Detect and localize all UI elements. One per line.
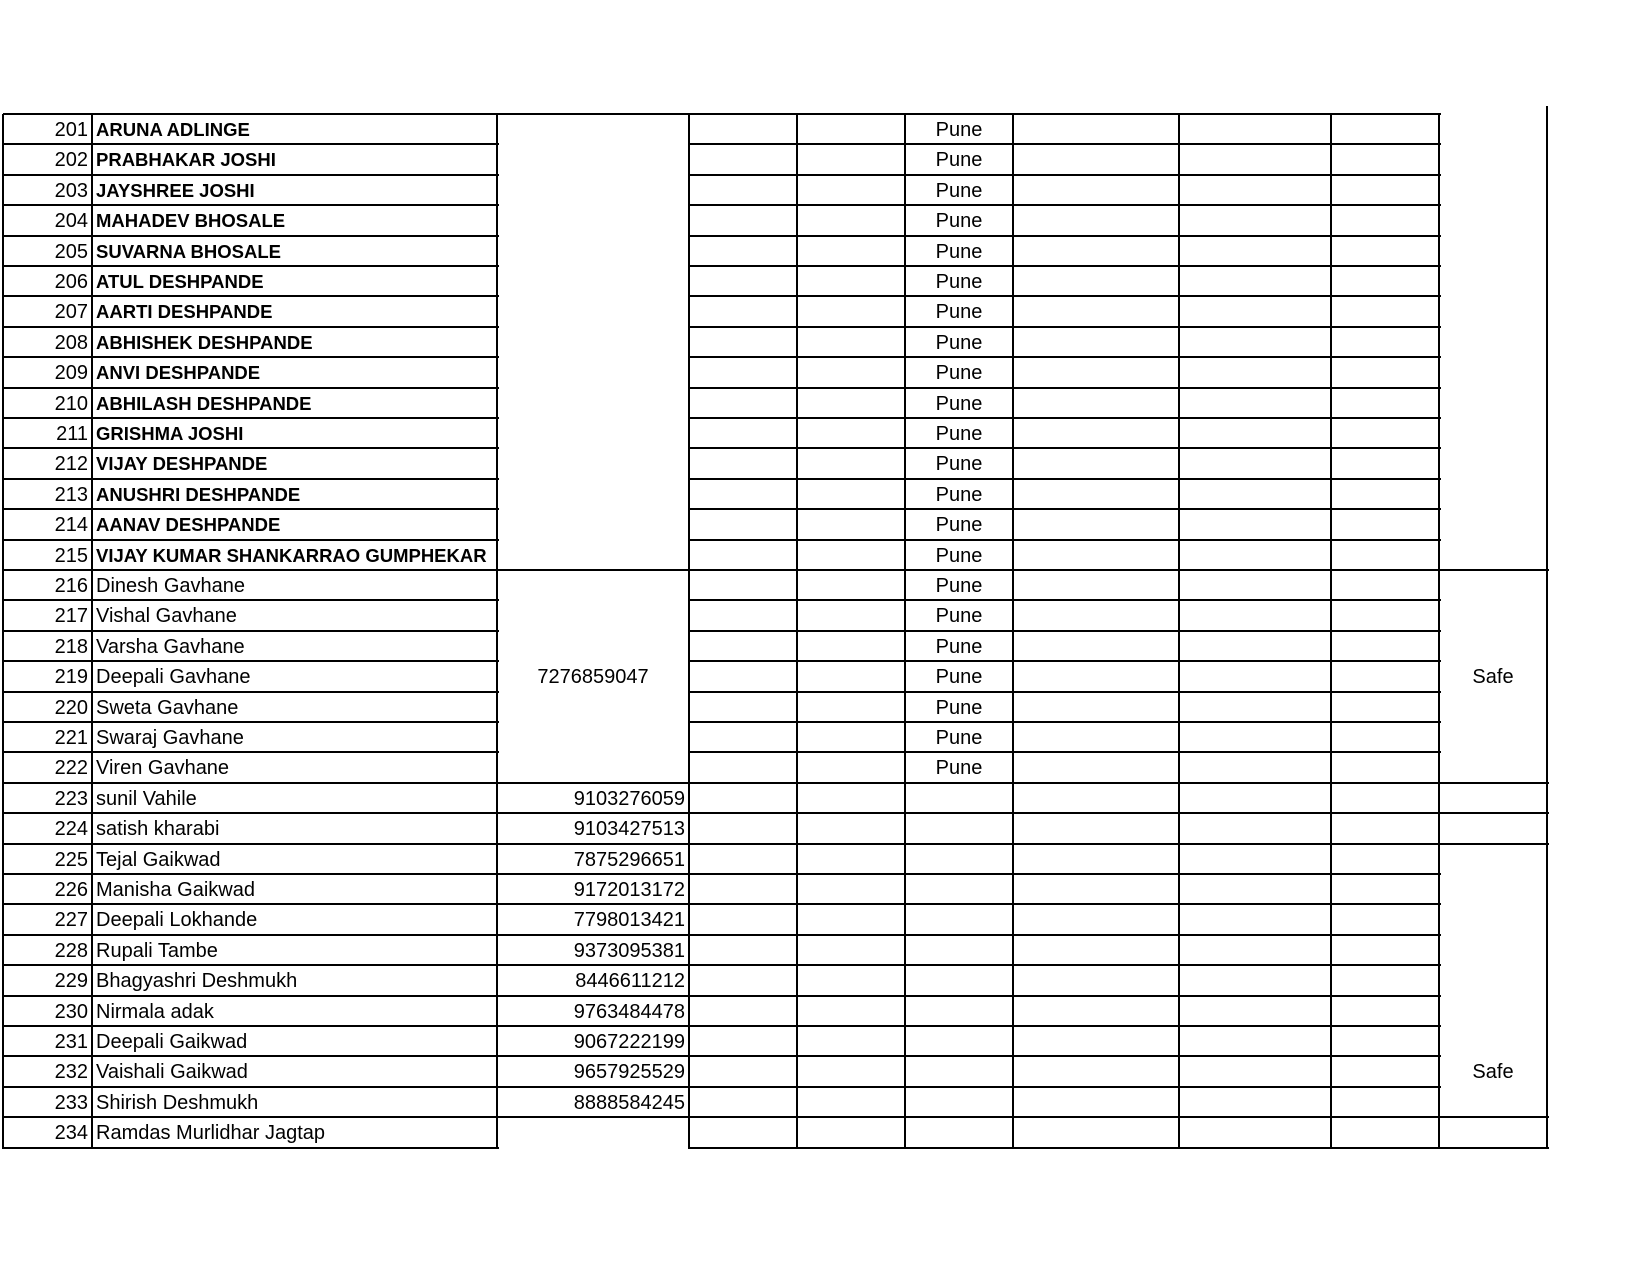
grid-line-h	[1439, 812, 1549, 814]
person-name: Shirish Deshmukh	[96, 1091, 259, 1114]
serial-number: 233	[54, 1091, 88, 1114]
grid-line-v	[688, 114, 690, 1149]
grid-line-h	[1439, 782, 1549, 784]
person-name: ATUL DESHPANDE	[96, 271, 264, 292]
person-name: Nirmala adak	[96, 1000, 214, 1023]
serial-number: 204	[54, 210, 88, 233]
grid-line-h	[689, 660, 1441, 662]
person-name: AARTI DESHPANDE	[96, 301, 273, 323]
serial-number: 229	[54, 970, 88, 993]
serial-number: 202	[54, 149, 88, 172]
grid-line-h	[689, 751, 1441, 753]
phone-number: 9067222199	[573, 1031, 685, 1053]
city: Pune	[935, 727, 983, 749]
grid-line-h	[689, 873, 1441, 875]
grid-line-h	[689, 204, 1441, 206]
grid-line-h	[689, 417, 1441, 419]
grid-line-h	[689, 143, 1441, 145]
person-name: Manisha Gaikwad	[96, 879, 255, 901]
grid-line-h	[1439, 843, 1549, 845]
grid-line-h	[689, 113, 1441, 115]
phone-number: 8888584245	[573, 1091, 685, 1114]
city: Pune	[935, 179, 983, 202]
serial-number: 212	[54, 453, 88, 476]
city: Pune	[935, 757, 983, 780]
city: Pune	[935, 635, 983, 658]
serial-number: 213	[54, 483, 88, 506]
person-name: Varsha Gavhane	[96, 635, 245, 658]
serial-number: 223	[54, 787, 88, 810]
serial-number: 209	[54, 362, 88, 385]
person-name: PRABHAKAR JOSHI	[96, 149, 276, 171]
city: Pune	[935, 666, 983, 689]
grid-line-h	[689, 1086, 1441, 1088]
grid-line-h	[689, 934, 1441, 936]
person-name: Vishal Gavhane	[96, 605, 237, 628]
person-name: Bhagyashri Deshmukh	[96, 970, 298, 993]
grid-line-h	[689, 1147, 1441, 1149]
serial-number: 210	[54, 392, 88, 415]
person-name: ABHISHEK DESHPANDE	[96, 331, 313, 353]
person-name: sunil Vahile	[96, 787, 197, 810]
city: Pune	[935, 362, 983, 385]
phone-number: 9103427513	[573, 818, 685, 841]
grid-line-h	[689, 843, 1441, 845]
grid-line-h	[689, 995, 1441, 997]
city: Pune	[935, 605, 983, 628]
grid-line-h	[1439, 569, 1549, 571]
serial-number: 226	[54, 879, 88, 901]
serial-number: 214	[54, 514, 88, 537]
person-name: Deepali Gavhane	[96, 666, 251, 689]
person-name: Viren Gavhane	[96, 757, 230, 780]
serial-number: 222	[54, 757, 88, 780]
grid-line-h	[497, 569, 691, 571]
person-name: Swaraj Gavhane	[96, 727, 244, 749]
city: Pune	[935, 240, 983, 263]
grid-line-h	[689, 235, 1441, 237]
status-safe: Safe	[1472, 1061, 1514, 1084]
serial-number: 208	[54, 331, 88, 354]
phone-number: 9373095381	[573, 939, 685, 962]
grid-line-h	[689, 812, 1441, 814]
city: Pune	[935, 483, 983, 506]
grid-line-v	[91, 114, 93, 1149]
city: Pune	[935, 453, 983, 476]
grid-line-h	[689, 569, 1441, 571]
person-name: AANAV DESHPANDE	[96, 514, 281, 536]
grid-line-v	[1330, 114, 1332, 1149]
serial-number: 234	[54, 1122, 88, 1145]
city: Pune	[935, 271, 983, 293]
city: Pune	[935, 514, 983, 537]
grid-line-h	[689, 903, 1441, 905]
person-name: Vaishali Gaikwad	[96, 1061, 248, 1084]
person-name: Rupali Tambe	[96, 939, 218, 962]
serial-number: 227	[54, 909, 88, 932]
grid-line-h	[689, 1116, 1441, 1118]
grid-line-h	[689, 174, 1441, 176]
serial-number: 221	[54, 727, 88, 749]
serial-number: 231	[54, 1031, 88, 1053]
grid-line-h	[689, 265, 1441, 267]
city: Pune	[935, 301, 983, 324]
grid-line-h	[689, 964, 1441, 966]
grid-line-h	[497, 113, 691, 115]
city: Pune	[935, 544, 983, 567]
grid-line-h	[689, 691, 1441, 693]
grid-line-h	[1439, 1147, 1549, 1149]
city: Pune	[935, 149, 983, 172]
person-name: satish kharabi	[96, 818, 220, 841]
person-name: Deepali Lokhande	[96, 909, 258, 932]
grid-line-v	[1438, 114, 1440, 1149]
city: Pune	[935, 119, 983, 141]
person-name: Tejal Gaikwad	[96, 848, 221, 871]
person-name: VIJAY DESHPANDE	[96, 453, 268, 475]
person-name: ABHILASH DESHPANDE	[96, 392, 312, 414]
person-name: VIJAY KUMAR SHANKARRAO GUMPHEKAR	[96, 544, 487, 566]
grid-line-h	[689, 1025, 1441, 1027]
person-name: ANUSHRI DESHPANDE	[96, 483, 301, 505]
serial-number: 217	[54, 605, 88, 628]
grid-line-v	[796, 114, 798, 1149]
grid-line-h	[689, 539, 1441, 541]
phone-number: 8446611212	[575, 970, 685, 993]
grid-line-h	[689, 295, 1441, 297]
person-name: Sweta Gavhane	[96, 696, 239, 719]
person-name: Dinesh Gavhane	[96, 575, 245, 597]
status-safe: Safe	[1472, 666, 1514, 689]
serial-number: 218	[54, 635, 88, 658]
grid-line-h	[1439, 1116, 1549, 1118]
city: Pune	[935, 696, 983, 719]
city: Pune	[935, 210, 983, 233]
grid-line-v	[1178, 114, 1180, 1149]
grid-line-h	[689, 356, 1441, 358]
serial-number: 224	[54, 818, 88, 841]
serial-number: 220	[54, 696, 88, 719]
serial-number: 228	[54, 939, 88, 962]
grid-line-h	[689, 1055, 1441, 1057]
phone-number: 7875296651	[573, 848, 685, 871]
grid-line-h	[689, 782, 1441, 784]
grid-line-h	[689, 387, 1441, 389]
grid-line-v	[2, 114, 4, 1149]
city: Pune	[935, 423, 983, 445]
serial-number: 205	[54, 240, 88, 263]
grid-line-h	[689, 599, 1441, 601]
serial-number: 216	[54, 575, 88, 597]
phone-number: 9103276059	[573, 787, 685, 810]
grid-line-h	[689, 326, 1441, 328]
city: Pune	[935, 575, 983, 597]
person-name: GRISHMA JOSHI	[96, 423, 244, 444]
person-name: ARUNA ADLINGE	[96, 119, 250, 140]
city: Pune	[935, 392, 983, 415]
phone-number: 9763484478	[573, 1000, 685, 1023]
person-name: Deepali Gaikwad	[96, 1031, 248, 1053]
phone-number: 7798013421	[573, 909, 685, 932]
serial-number: 230	[54, 1000, 88, 1023]
phone-number: 9657925529	[573, 1061, 685, 1084]
grid-line-h	[689, 630, 1441, 632]
serial-number: 215	[54, 544, 88, 567]
person-name: ANVI DESHPANDE	[96, 362, 261, 384]
city: Pune	[935, 331, 983, 354]
person-name: MAHADEV BHOSALE	[96, 210, 286, 232]
merged-phone-number: 7276859047	[537, 666, 649, 689]
serial-number: 203	[54, 179, 88, 202]
person-name: SUVARNA BHOSALE	[96, 240, 282, 262]
serial-number: 201	[54, 119, 88, 141]
serial-number: 211	[56, 423, 88, 445]
serial-number: 232	[54, 1061, 88, 1084]
grid-line-h	[689, 447, 1441, 449]
serial-number: 225	[54, 848, 88, 871]
grid-line-h	[689, 508, 1441, 510]
serial-number: 219	[54, 666, 88, 689]
grid-line-h	[689, 721, 1441, 723]
person-name: JAYSHREE JOSHI	[96, 179, 255, 201]
phone-number: 9172013172	[573, 879, 685, 901]
serial-number: 207	[54, 301, 88, 324]
person-name: Ramdas Murlidhar Jagtap	[96, 1122, 325, 1145]
grid-line-v	[1546, 106, 1548, 1149]
serial-number: 206	[54, 271, 88, 293]
grid-line-h	[689, 478, 1441, 480]
